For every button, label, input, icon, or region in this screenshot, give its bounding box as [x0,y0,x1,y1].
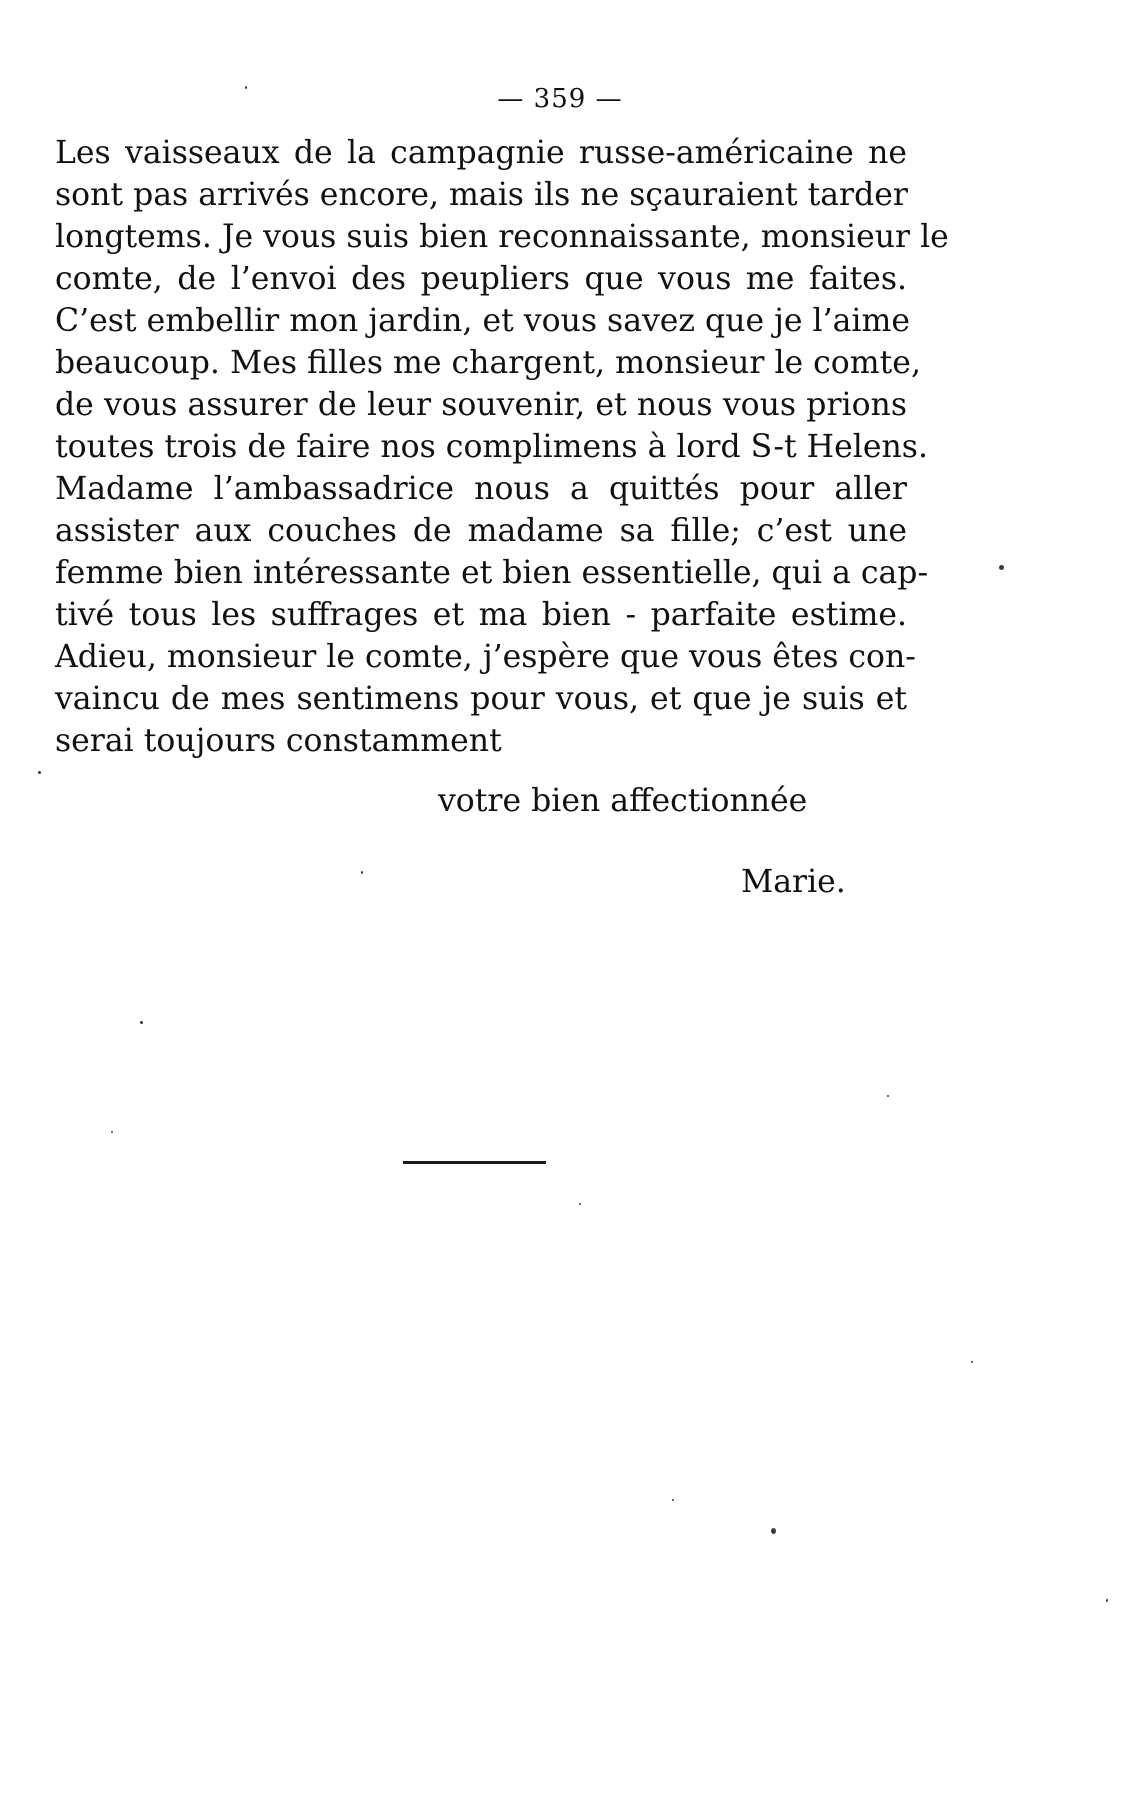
scan-speck [38,771,41,774]
text-line: tivé tous les suffrages et ma bien - parfaite estime. [55,597,907,633]
scan-speck [771,1528,776,1534]
text-line: de vous assurer de leur souvenir, et nous vous prions [55,387,907,423]
scan-speck [887,1095,889,1097]
text-line: C’est embellir mon jardin, et vous savez que je l’aime [55,303,911,339]
text-line: femme bien intéressante et bien essentielle, qui a cap- [55,555,929,591]
scan-speck [672,1499,674,1501]
scan-speck [1106,1599,1108,1602]
letter-closing: votre bien affectionnée [438,783,808,819]
text-line: Adieu, monsieur le comte, j’espère que vous êtes con- [55,639,916,675]
scan-speck [140,1021,143,1024]
scan-speck [971,1361,973,1363]
text-line: vaincu de mes sentimens pour vous, et que je suis et [55,681,907,717]
scan-speck [999,565,1004,570]
scan-speck [579,1203,581,1205]
text-line: comte, de l’envoi des peupliers que vous me faites. [55,261,907,297]
scan-speck [111,1131,113,1133]
letter-body [55,132,949,762]
letter-signature: Marie. [741,864,846,900]
text-line: beaucoup. Mes filles me chargent, monsieur le comte, [55,345,921,381]
text-line: assister aux couches de madame sa fille; c’est une [55,513,907,549]
text-line: Les vaisseaux de la campagnie russe-américaine ne [55,135,907,171]
text-line: longtems. Je vous suis bien reconnaissante, monsieur le [55,219,949,255]
scan-speck [245,86,247,89]
text-line: toutes trois de faire nos complimens à lord S-t Helens. [55,429,928,465]
text-line: serai toujours constamment [55,723,502,759]
section-rule [403,1161,546,1164]
text-line: Madame l’ambassadrice nous a quittés pour aller [55,471,907,507]
text-line: sont pas arrivés encore, mais ils ne sçauraient tarder [55,177,908,213]
page-number: — 359 — [497,84,623,114]
scan-speck [361,871,363,874]
